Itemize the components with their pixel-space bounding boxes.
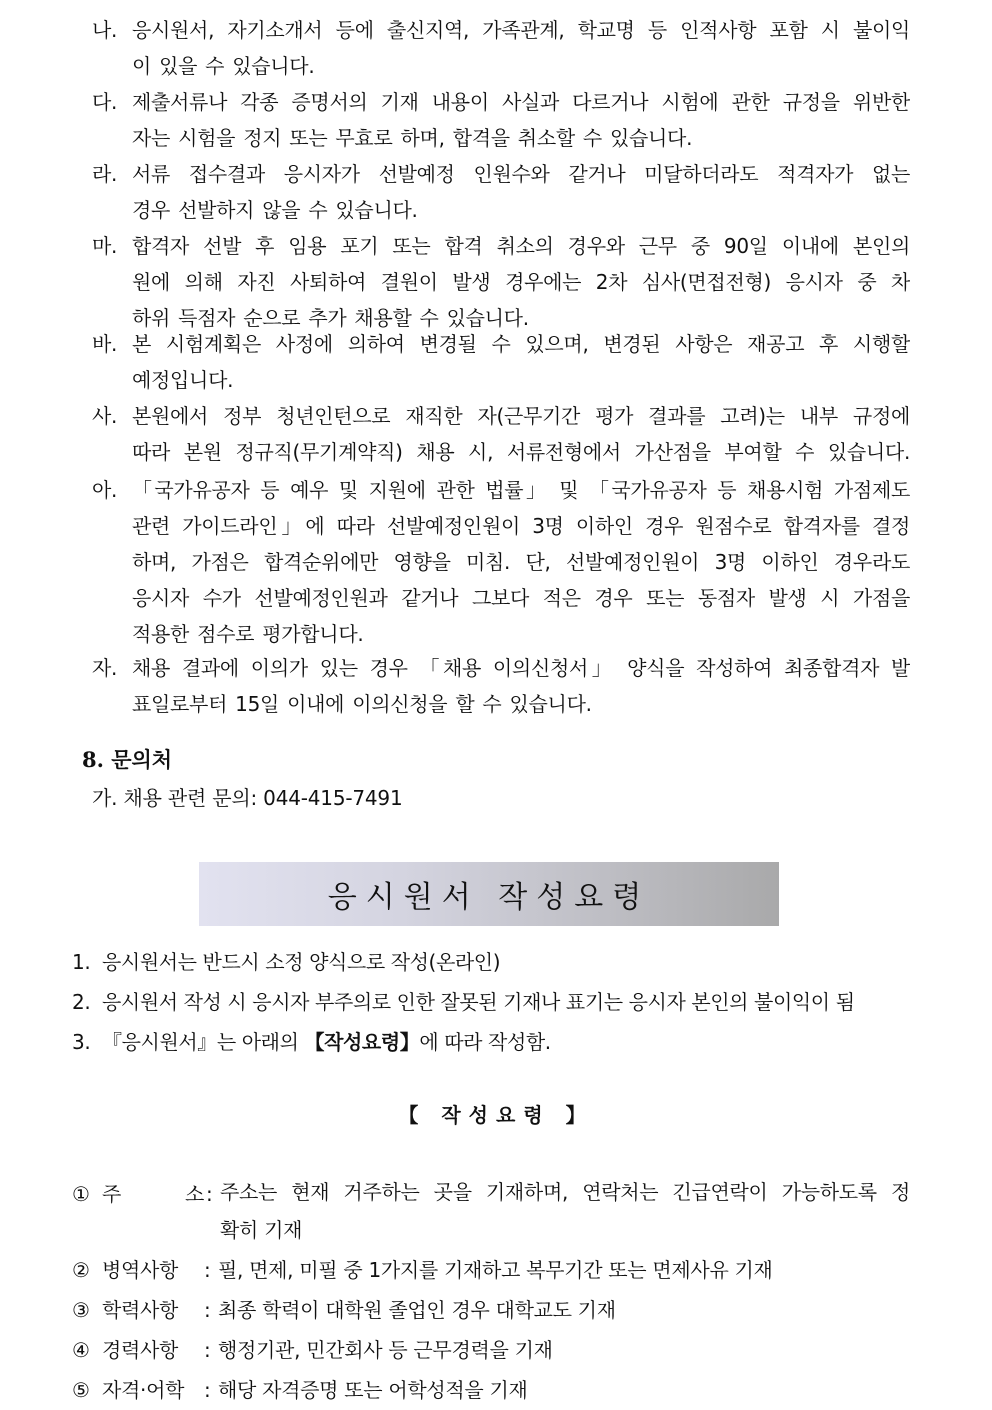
- note-item-ba: [92, 326, 910, 398]
- guide-item-certification: [72, 1370, 910, 1410]
- guide-text: 해당 자격증명 또는 어학성적을 기재: [218, 1378, 528, 1402]
- note-item-ma: [92, 228, 910, 336]
- instruction-list: [72, 942, 912, 1062]
- title-banner: [199, 862, 779, 926]
- note-text-line: 예정입니다.: [132, 368, 234, 392]
- note-item-na: [92, 12, 910, 84]
- note-marker: 라.: [92, 162, 118, 186]
- instruction-text-part: 『응시원서』는 아래의: [102, 1030, 305, 1054]
- guide-number: ⑤: [72, 1378, 90, 1402]
- guide-item-address: [72, 1174, 910, 1250]
- contact-marker: 가.: [92, 786, 118, 810]
- guide-colon: :: [204, 1338, 211, 1362]
- guide-number: ②: [72, 1258, 90, 1282]
- instruction-text: [102, 1022, 551, 1062]
- note-item-ja: [92, 650, 910, 722]
- guide-label: 자격·어학: [102, 1378, 185, 1402]
- guide-heading: 【 작성요령 】: [398, 1103, 594, 1127]
- note-text-line: 따라 본원 정규직(무기계약직) 채용 시, 서류전형에서 가산점을 부여할 수 있습니다.: [132, 440, 910, 464]
- note-text-line: 응시자 수가 선발예정인원과 같거나 그보다 적은 경우 또는 동점자 발생 시 가점을: [132, 586, 910, 610]
- guide-text: 최종 학력이 대학원 졸업인 경우 대학교도 기재: [218, 1298, 616, 1322]
- instruction-text: 응시원서 작성 시 응시자 부주의로 인한 잘못된 기재나 표기는 응시자 본인의 불이익이 됨: [102, 990, 855, 1014]
- banner-title: 응시원서 작성요령: [327, 880, 651, 915]
- guide-label-part: 주: [102, 1182, 122, 1206]
- note-marker: 다.: [92, 90, 118, 114]
- note-marker: 사.: [92, 404, 118, 428]
- note-text-line: 적용한 점수로 평가합니다.: [132, 622, 364, 646]
- guide-colon: :: [204, 1378, 211, 1402]
- instruction-number: 3.: [72, 1030, 91, 1054]
- guide-text-line: 확히 기재: [220, 1218, 303, 1242]
- note-marker: 마.: [92, 234, 118, 258]
- note-text-line: 본 시험계획은 사정에 의하여 변경될 수 있으며, 변경된 사항은 재공고 후 시행할: [132, 332, 910, 356]
- guide-colon: :: [206, 1182, 213, 1206]
- guide-label: 병역사항: [102, 1258, 179, 1282]
- note-text-line: 본원에서 정부 청년인턴으로 재직한 자(근무기간 평가 결과를 고려)는 내부 규정에: [132, 404, 910, 428]
- guide-text-line: 주소는 현재 거주하는 곳을 기재하며, 연락처는 긴급연락이 가능하도록 정: [220, 1180, 910, 1204]
- instruction-bold-ref: 【작성요령】: [304, 1030, 420, 1054]
- note-text-line: 합격자 선발 후 임용 포기 또는 합격 취소의 경우와 근무 중 90일 이내에 본인의: [132, 234, 910, 258]
- guide-number: ③: [72, 1298, 90, 1322]
- guide-label-part: 소: [184, 1182, 204, 1206]
- instruction-item: [72, 982, 912, 1022]
- guide-item-military: [72, 1250, 910, 1290]
- guide-colon: :: [204, 1298, 211, 1322]
- guide-text: [220, 1174, 910, 1250]
- note-text-line: 서류 접수결과 응시자가 선발예정 인원수와 같거나 미달하더라도 적격자가 없는: [132, 162, 910, 186]
- note-text-line: 채용 결과에 이의가 있는 경우 「채용 이의신청서」 양식을 작성하여 최종합격자 발: [132, 656, 910, 680]
- note-item-a: [92, 472, 910, 652]
- guide-text: 필, 면제, 미필 중 1가지를 기재하고 복무기간 또는 면제사유 기재: [218, 1258, 773, 1282]
- instruction-text-part: 에 따라 작성함.: [419, 1030, 551, 1054]
- note-text-line: 하며, 가점은 합격순위에만 영향을 미침. 단, 선발예정인원이 3명 이하인 경우라도: [132, 550, 910, 574]
- note-marker: 나.: [92, 18, 118, 42]
- guide-label: [102, 1174, 206, 1250]
- note-text-line: 원에 의해 자진 사퇴하여 결원이 발생 경우에는 2차 심사(면접전형) 응시자 중 차: [132, 270, 910, 294]
- instruction-item: [72, 942, 912, 982]
- note-text-line: 응시원서, 자기소개서 등에 출신지역, 가족관계, 학교명 등 인적사항 포함 시 불이익: [132, 18, 910, 42]
- note-marker: 자.: [92, 656, 118, 680]
- section-heading-contact: 8. 문의처: [82, 747, 173, 772]
- contact-text: 채용 관련 문의: 044-415-7491: [123, 786, 403, 810]
- guide-list: [72, 1174, 910, 1410]
- note-text-line: 자는 시험을 정지 또는 무효로 하며, 합격을 취소할 수 있습니다.: [132, 126, 693, 150]
- guide-text: 행정기관, 민간회사 등 근무경력을 기재: [218, 1338, 553, 1362]
- note-marker: 바.: [92, 332, 118, 356]
- instruction-text: 응시원서는 반드시 소정 양식으로 작성(온라인): [102, 950, 501, 974]
- note-text-line: 제출서류나 각종 증명서의 기재 내용이 사실과 다르거나 시험에 관한 규정을 위반한: [132, 90, 910, 114]
- note-text-line: 「국가유공자 등 예우 및 지원에 관한 법률」 및 「국가유공자 등 채용시험 가점제도: [132, 478, 910, 502]
- guide-number: ①: [72, 1182, 90, 1206]
- guide-number: ④: [72, 1338, 90, 1362]
- guide-item-career: [72, 1330, 910, 1370]
- contact-item: [92, 780, 402, 816]
- note-text-line: 이 있을 수 있습니다.: [132, 54, 315, 78]
- note-text-line: 하위 득점자 순으로 추가 채용할 수 있습니다.: [132, 306, 529, 330]
- note-text-line: 관련 가이드라인」에 따라 선발예정인원이 3명 이하인 경우 원점수로 합격자를 결정: [132, 514, 910, 538]
- instruction-number: 1.: [72, 950, 91, 974]
- note-item-ra: [92, 156, 910, 228]
- note-marker: 아.: [92, 478, 118, 502]
- note-text-line: 경우 선발하지 않을 수 있습니다.: [132, 198, 418, 222]
- instruction-item: [72, 1022, 912, 1062]
- guide-colon: :: [204, 1258, 211, 1282]
- guide-label: 학력사항: [102, 1298, 179, 1322]
- note-item-sa: [92, 398, 910, 470]
- note-text-line: 표일로부터 15일 이내에 이의신청을 할 수 있습니다.: [132, 692, 592, 716]
- note-item-da: [92, 84, 910, 156]
- instruction-number: 2.: [72, 990, 91, 1014]
- guide-item-education: [72, 1290, 910, 1330]
- guide-label: 경력사항: [102, 1338, 179, 1362]
